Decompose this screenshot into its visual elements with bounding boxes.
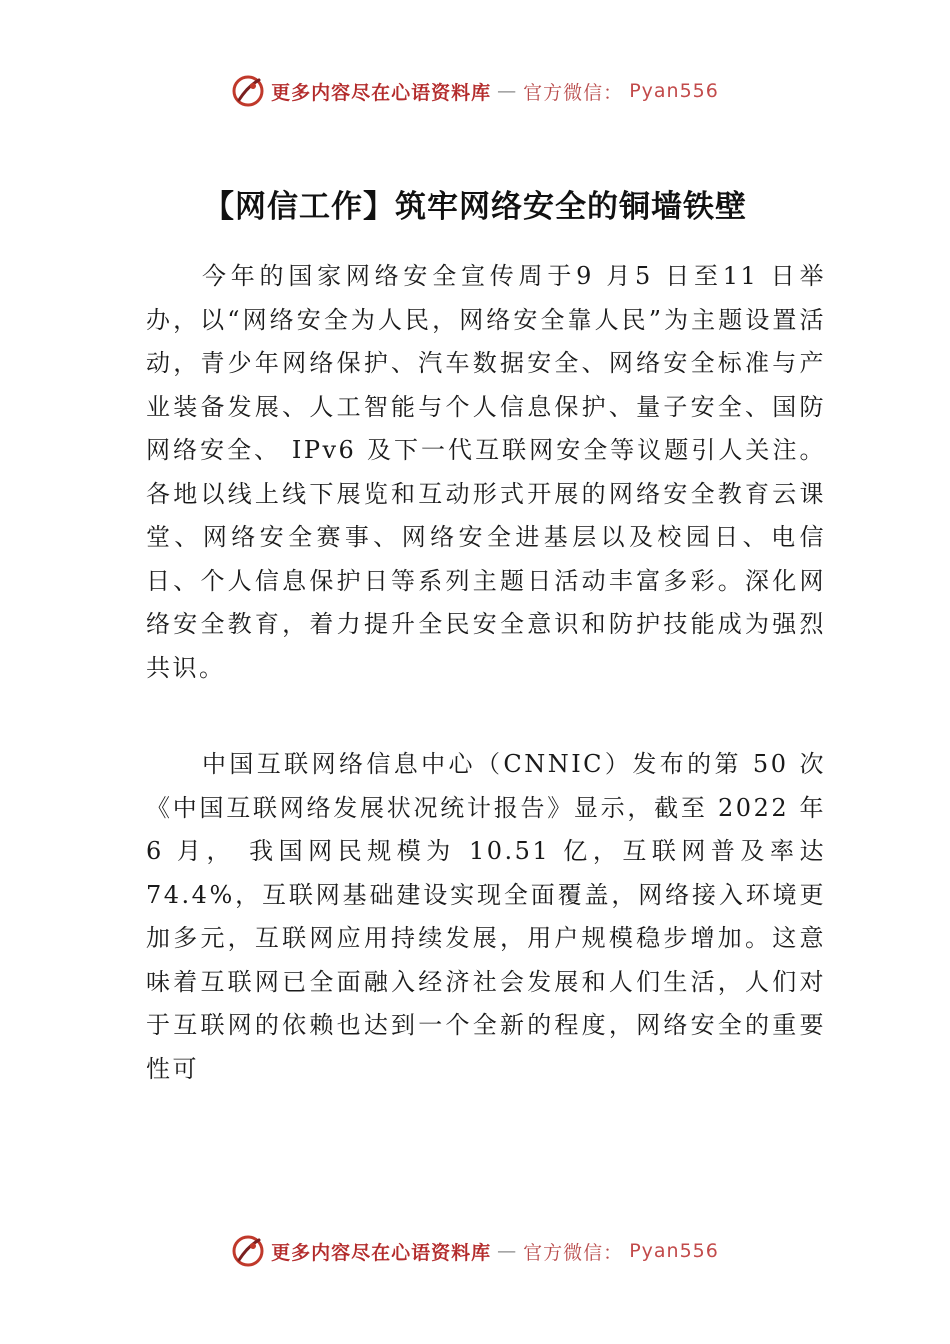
brand-logo-icon bbox=[231, 74, 265, 108]
watermark-account-id: Pyan556 bbox=[629, 80, 719, 102]
footer-watermark bbox=[0, 1234, 950, 1268]
header-watermark bbox=[0, 74, 950, 108]
paragraph-1: 今年的国家网络安全宣传周于9 月5 日至11 日举办，以“网络安全为人民，网络安全靠人民”为主题设置活动，青少年网络保护、汽车数据安全、网络安全标准与产业装备发展、人工智能与个人信息保护、量子安全、国防网络安全、 IPv6 及下一代互联网安全等议题引人关注。各地以线上线下展览和互动形式开展的网络安全教育云课堂、网络安全赛事、网络安全进基层以及校园日、电信日、个人信息保护日等系列主题日活动丰富多彩。深化网络安全教育，着力提升全民安全意识和防护技能成为强烈共识。 bbox=[146, 262, 826, 682]
document-title: 【网信工作】筑牢网络安全的铜墙铁壁 bbox=[203, 188, 747, 225]
brand-logo-icon bbox=[231, 1234, 265, 1268]
watermark-dash: — bbox=[497, 1240, 518, 1262]
watermark-brand: 更多内容尽在心语资料库 bbox=[271, 1241, 492, 1264]
watermark-account-label: 官方微信： bbox=[523, 81, 624, 104]
watermark-brand: 更多内容尽在心语资料库 bbox=[271, 81, 492, 104]
watermark-dash: — bbox=[497, 80, 518, 102]
watermark-account-label: 官方微信： bbox=[523, 1241, 624, 1264]
paragraph-2: 中国互联网络信息中心（CNNIC）发布的第 50 次《中国互联网络发展状况统计报告》显示，截至 2022 年 6 月， 我国网民规模为 10.51 亿，互联网普及率达 74.4%，互联网基础建设实现全面覆盖，网络接入环境更加多元，互联网应用持续发展，用户规模稳步增加。这意味着互联网已全面融入经济社会发展和人们生活，人们对于互联网的依赖也达到一个全新的程度，网络安全的重要性可 bbox=[146, 750, 826, 1083]
watermark-account-id: Pyan556 bbox=[629, 1240, 719, 1262]
